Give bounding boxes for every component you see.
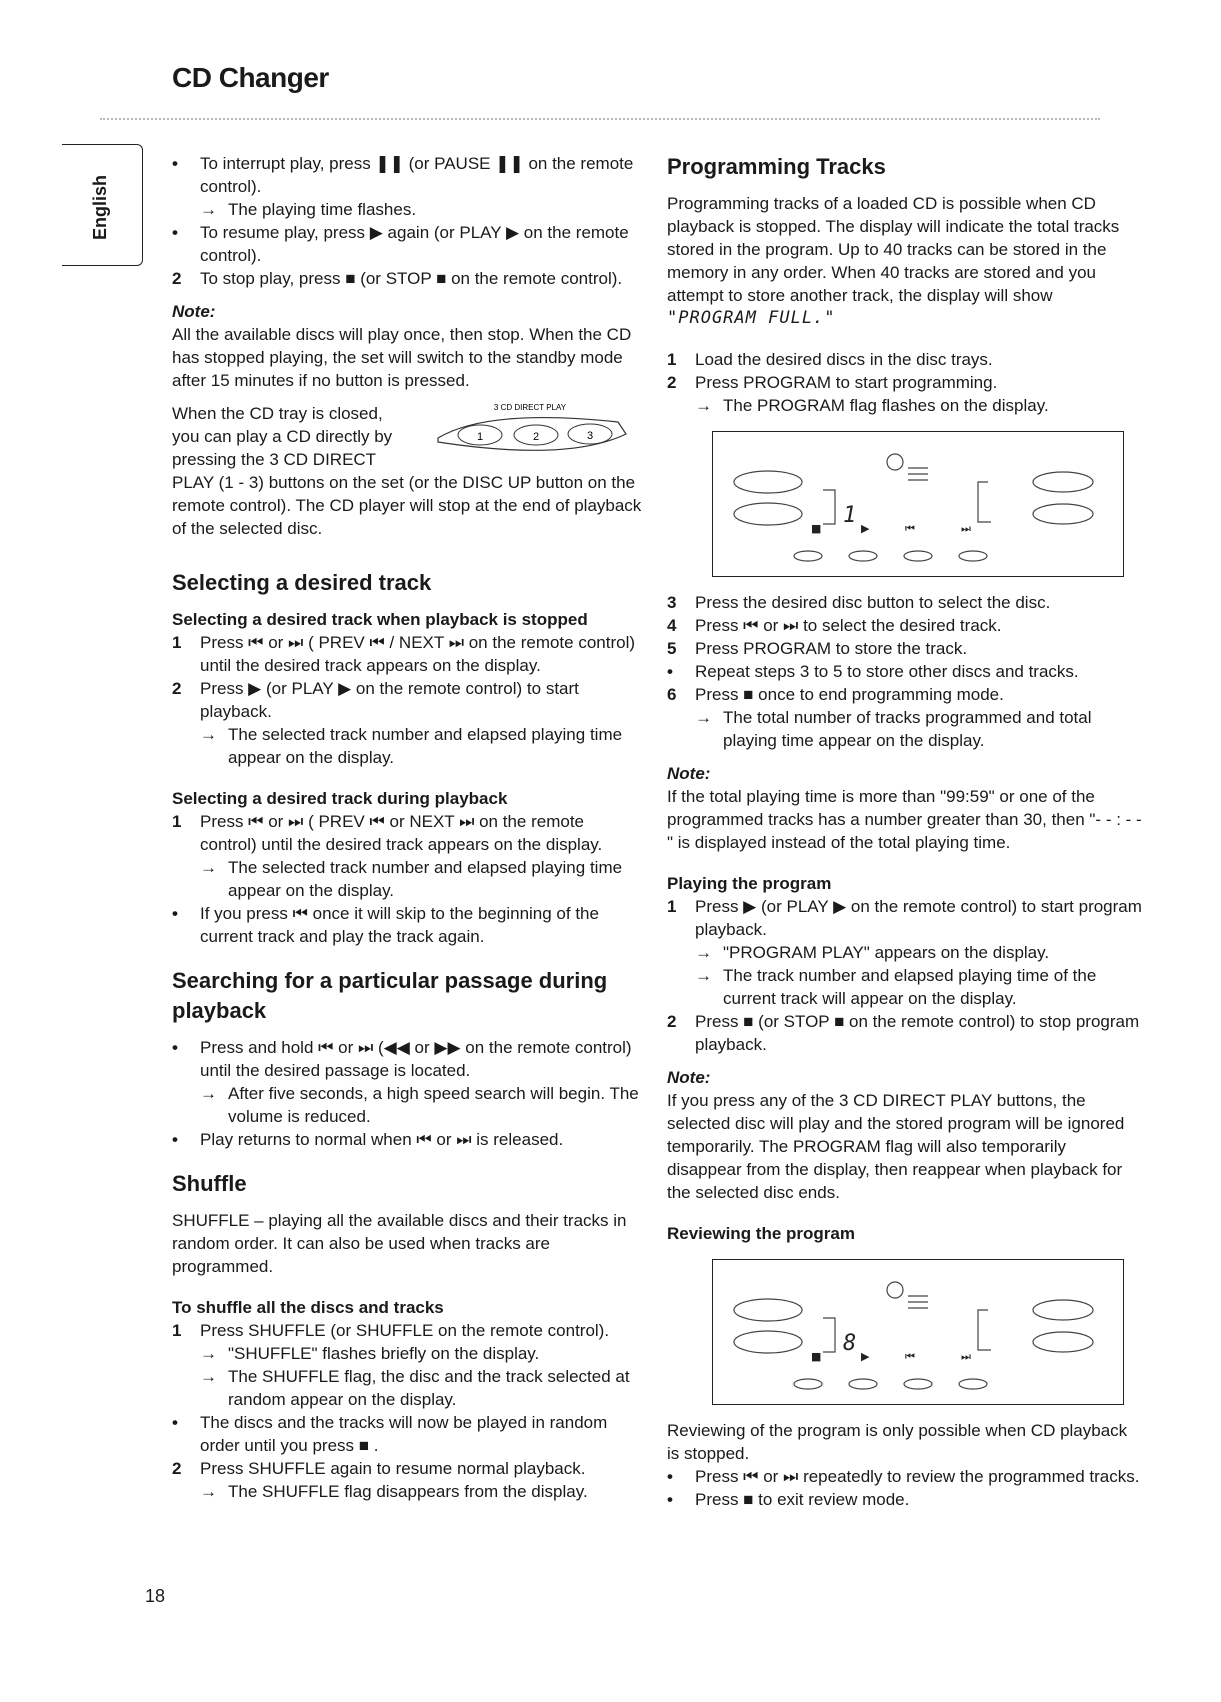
- search-list: [172, 1036, 642, 1151]
- list-item-text: After five seconds, a high speed search will begin. The volume is reduced.: [228, 1084, 639, 1126]
- list-marker: →: [695, 708, 712, 727]
- subheading-during: Selecting a desired track during playback: [172, 789, 508, 808]
- list-item-text: Press ▶ (or PLAY ▶ on the remote control) to start program playback.: [695, 897, 1142, 939]
- disc-icon: [1033, 1300, 1093, 1320]
- list-marker: →: [200, 1482, 217, 1501]
- list-marker: 2: [667, 1012, 677, 1031]
- list-item: [172, 152, 642, 198]
- list-item-text: Press the desired disc button to select the disc.: [695, 593, 1051, 612]
- list-marker: •: [172, 154, 178, 173]
- list-item-text: The selected track number and elapsed playing time appear on the display.: [228, 725, 623, 767]
- note-text: If you press any of the 3 CD DIRECT PLAY buttons, the selected disc will play and the stored program will be ignored temporarily. The PROGRAM flag will also temporarily disappear from the display, then reappear when playback for the selected disc ends.: [667, 1091, 1125, 1202]
- play-icon: ▶: [861, 1350, 870, 1363]
- list-item-text: Press SHUFFLE again to resume normal playback.: [200, 1459, 586, 1478]
- repeat-icon: [887, 454, 903, 470]
- list-marker: →: [200, 725, 217, 744]
- list-item-text: "SHUFFLE" flashes briefly on the display.: [228, 1344, 540, 1363]
- list-item: [667, 660, 1142, 683]
- disc-tray-icon: [849, 1379, 877, 1389]
- list-item: [667, 1488, 1142, 1511]
- list-item-text: Repeat steps 3 to 5 to store other discs and tracks.: [695, 662, 1079, 681]
- during-list: [172, 810, 642, 948]
- list-item: [667, 895, 1142, 941]
- list-item: [667, 614, 1142, 637]
- lcd-bracket: [823, 1318, 835, 1352]
- repeat-icon: [887, 1282, 903, 1298]
- list-marker: 1: [667, 350, 677, 369]
- list-item-text: Press ■ to exit review mode.: [695, 1490, 910, 1509]
- sub-item: [172, 1082, 642, 1128]
- sub-item: [172, 856, 642, 902]
- shuffle-list: [172, 1319, 642, 1503]
- language-tab: [62, 144, 143, 266]
- list-item-text: Load the desired discs in the disc trays.: [695, 350, 993, 369]
- programming-steps-b: [667, 591, 1142, 752]
- disc-tray-icon: [959, 551, 987, 561]
- disc-icon: [1033, 1332, 1093, 1352]
- list-item: [172, 1411, 642, 1457]
- list-item-text: The discs and the tracks will now be played in random order until you press ■ .: [200, 1413, 608, 1455]
- list-item: [667, 683, 1142, 706]
- sub-item: [172, 198, 642, 221]
- sub-item: [172, 1342, 642, 1365]
- list-item-text: Press PROGRAM to store the track.: [695, 639, 968, 658]
- list-item-text: Press ■ once to end programming mode.: [695, 685, 1004, 704]
- list-item-text: Press ⏮ or ⏭ ( PREV ⏮ / NEXT ⏭ on the remote control) until the desired track appears on the display.: [200, 633, 636, 675]
- list-marker: →: [200, 1344, 217, 1363]
- disc-tray-icon: [959, 1379, 987, 1389]
- list-marker: →: [200, 1367, 217, 1386]
- direct-play-row: [172, 402, 642, 471]
- list-item: [172, 1457, 642, 1480]
- list-marker: →: [200, 858, 217, 877]
- list-item: [667, 1465, 1142, 1488]
- list-item: [172, 267, 642, 290]
- programming-steps-a: [667, 348, 1142, 417]
- section-heading-programming: Programming Tracks: [667, 154, 886, 179]
- subheading-shuffle: To shuffle all the discs and tracks: [172, 1298, 444, 1317]
- list-item-text: The selected track number and elapsed playing time appear on the display.: [228, 858, 623, 900]
- sub-item: [667, 394, 1142, 417]
- cd-direct-button-1-label: 1: [476, 431, 484, 443]
- list-item-text: The SHUFFLE flag disappears from the display.: [228, 1482, 588, 1501]
- note-label: Note:: [172, 302, 216, 321]
- play-icon: ▶: [861, 522, 870, 535]
- disc-icon: [1033, 504, 1093, 524]
- sub-item: [667, 706, 1142, 752]
- list-marker: 5: [667, 639, 677, 658]
- disc-icon: [734, 1331, 802, 1353]
- left-column: [172, 152, 642, 1503]
- list-item-text: Press ⏮ or ⏭ to select the desired track.: [695, 616, 1002, 635]
- cd-direct-buttons-figure: [418, 400, 638, 466]
- list-item-text: To interrupt play, press ❚❚ (or PAUSE ❚❚ on the remote control).: [200, 154, 634, 196]
- list-item-text: Press ▶ (or PLAY ▶ on the remote control) to start playback.: [200, 679, 579, 721]
- list-item-text: To stop play, press ■ (or STOP ■ on the remote control).: [200, 269, 623, 288]
- display-panel-program: [712, 431, 1124, 577]
- list-item-text: If you press ⏮ once it will skip to the beginning of the current track and play the track again.: [200, 904, 599, 946]
- subheading-stopped: Selecting a desired track when playback is stopped: [172, 610, 588, 629]
- list-item: [667, 348, 1142, 371]
- list-marker: •: [172, 223, 178, 242]
- disc-tray-icon: [904, 551, 932, 561]
- list-item-text: To resume play, press ▶ again (or PLAY ▶ on the remote control).: [200, 223, 629, 265]
- list-marker: 1: [172, 812, 182, 831]
- sub-item: [172, 1480, 642, 1503]
- list-marker: 1: [172, 633, 182, 652]
- stop-icon: ■: [811, 1350, 822, 1363]
- display-panel-review-drawing: [713, 1260, 1123, 1404]
- list-item: [172, 1128, 642, 1151]
- display-panel-review: [712, 1259, 1124, 1405]
- list-marker: 4: [667, 616, 677, 635]
- disc-tray-icon: [794, 1379, 822, 1389]
- note-text: If the total playing time is more than "99:59" or one of the programmed tracks has a number greater than 30, then "- - : - -" is displayed instead of the total playing time.: [667, 787, 1142, 852]
- list-item: [172, 677, 642, 723]
- list-marker: •: [667, 1490, 673, 1509]
- disc-icon: [1033, 472, 1093, 492]
- stopped-list: [172, 631, 642, 769]
- list-marker: →: [695, 966, 712, 985]
- sub-item: [667, 941, 1142, 964]
- list-marker: 2: [172, 269, 182, 288]
- list-item-text: The SHUFFLE flag, the disc and the track selected at random appear on the display.: [228, 1367, 630, 1409]
- list-item: [172, 631, 642, 677]
- list-marker: →: [695, 943, 712, 962]
- review-intro: Reviewing of the program is only possible when CD playback is stopped.: [667, 1421, 1128, 1463]
- list-item-text: Press SHUFFLE (or SHUFFLE on the remote control).: [200, 1321, 610, 1340]
- program-full-text: "PROGRAM FULL.": [667, 308, 836, 328]
- list-marker: •: [172, 1413, 178, 1432]
- language-tab-label: English: [90, 175, 110, 241]
- list-item: [172, 1036, 642, 1082]
- prev-icon: ⏮: [905, 1350, 915, 1363]
- next-icon: ⏭: [961, 1350, 971, 1363]
- list-item-text: Press ⏮ or ⏭ repeatedly to review the programmed tracks.: [695, 1467, 1140, 1486]
- list-marker: 2: [172, 679, 182, 698]
- disc-icon: [734, 503, 802, 525]
- disc-icon: [734, 471, 802, 493]
- intro-list: [172, 152, 642, 290]
- list-marker: •: [172, 1130, 178, 1149]
- list-item-text: The playing time flashes.: [228, 200, 417, 219]
- lcd-track-digit: 1: [843, 503, 857, 528]
- list-marker: 6: [667, 685, 677, 704]
- list-marker: •: [172, 904, 178, 923]
- cd-direct-figure-label: 3 CD DIRECT PLAY: [493, 403, 567, 412]
- sub-item: [172, 723, 642, 769]
- flag-lines: [908, 468, 928, 480]
- stop-icon: ■: [811, 522, 822, 535]
- cd-direct-button-2-label: 2: [532, 431, 540, 443]
- lcd-bracket: [978, 482, 991, 522]
- display-panel-program-drawing: [713, 432, 1123, 576]
- list-marker: 3: [667, 593, 677, 612]
- section-heading-search: Searching for a particular passage during playback: [172, 968, 608, 1023]
- right-column: [667, 152, 1142, 1511]
- list-marker: 2: [667, 373, 677, 392]
- review-steps: [667, 1465, 1142, 1511]
- disc-tray-icon: [794, 551, 822, 561]
- note-label: Note:: [667, 1068, 711, 1087]
- list-item-text: "PROGRAM PLAY" appears on the display.: [723, 943, 1050, 962]
- subheading-playing-program: Playing the program: [667, 874, 832, 893]
- disc-icon: [734, 1299, 802, 1321]
- list-marker: •: [667, 662, 673, 681]
- prev-icon: ⏮: [905, 522, 915, 535]
- header-divider: [100, 118, 1100, 120]
- sub-item: [172, 1365, 642, 1411]
- list-item: [667, 637, 1142, 660]
- list-item-text: Press and hold ⏮ or ⏭ (◀◀ or ▶▶ on the remote control) until the desired passage is located.: [200, 1038, 632, 1080]
- list-marker: →: [200, 1084, 217, 1103]
- page-title: CD Changer: [172, 62, 329, 93]
- list-item-text: The track number and elapsed playing time of the current track will appear on the display.: [723, 966, 1097, 1008]
- note-label: Note:: [667, 764, 711, 783]
- list-item: [667, 591, 1142, 614]
- direct-play-text-continued: PLAY (1 - 3) buttons on the set (or the DISC UP button on the remote control). The CD player will stop at the end of playback of the selected disc.: [172, 473, 642, 538]
- list-marker: 1: [172, 1321, 182, 1340]
- disc-tray-icon: [849, 551, 877, 561]
- list-item-text: Press ⏮ or ⏭ ( PREV ⏮ or NEXT ⏭ on the remote control) until the desired track appears on the display.: [200, 812, 603, 854]
- programming-intro: Programming tracks of a loaded CD is possible when CD playback is stopped. The display will indicate the total tracks stored in the program. Up to 40 tracks can be stored in the memory in any order. When 40 tracks are stored and you attempt to store another track, the display will show: [667, 194, 1120, 305]
- direct-play-text: When the CD tray is closed, you can play a CD directly by pressing the 3 CD DIRECT: [172, 404, 393, 469]
- list-item: [667, 371, 1142, 394]
- disc-tray-icon: [904, 1379, 932, 1389]
- list-item-text: The PROGRAM flag flashes on the display.: [723, 396, 1049, 415]
- sub-item: [667, 964, 1142, 1010]
- list-item: [172, 810, 642, 856]
- section-heading-shuffle: Shuffle: [172, 1171, 247, 1196]
- list-marker: →: [695, 396, 712, 415]
- list-item-text: Press PROGRAM to start programming.: [695, 373, 998, 392]
- list-item-text: Press ■ (or STOP ■ on the remote control) to stop program playback.: [695, 1012, 1140, 1054]
- list-item: [172, 902, 642, 948]
- lcd-bracket: [978, 1310, 991, 1350]
- list-marker: 1: [667, 897, 677, 916]
- list-item: [172, 221, 642, 267]
- list-item-text: The total number of tracks programmed and total playing time appear on the display.: [723, 708, 1092, 750]
- section-heading-select: Selecting a desired track: [172, 570, 432, 595]
- list-marker: •: [667, 1467, 673, 1486]
- list-item-text: Play returns to normal when ⏮ or ⏭ is released.: [200, 1130, 564, 1149]
- flag-lines: [908, 1296, 928, 1308]
- list-item: [667, 1010, 1142, 1056]
- lcd-track-digit: 8: [843, 1331, 857, 1356]
- lcd-bracket: [823, 490, 835, 524]
- note-text: All the available discs will play once, then stop. When the CD has stopped playing, the set will switch to the standby mode after 15 minutes if no button is pressed.: [172, 325, 632, 390]
- list-marker: →: [200, 200, 217, 219]
- next-icon: ⏭: [961, 522, 971, 535]
- shuffle-intro: SHUFFLE – playing all the available discs and their tracks in random order. It can also be used when tracks are programmed.: [172, 1211, 627, 1276]
- list-item: [172, 1319, 642, 1342]
- list-marker: •: [172, 1038, 178, 1057]
- list-marker: 2: [172, 1459, 182, 1478]
- subheading-reviewing: Reviewing the program: [667, 1224, 855, 1243]
- cd-direct-button-3-label: 3: [586, 430, 594, 442]
- page-number: 18: [145, 1586, 166, 1606]
- playing-steps: [667, 895, 1142, 1056]
